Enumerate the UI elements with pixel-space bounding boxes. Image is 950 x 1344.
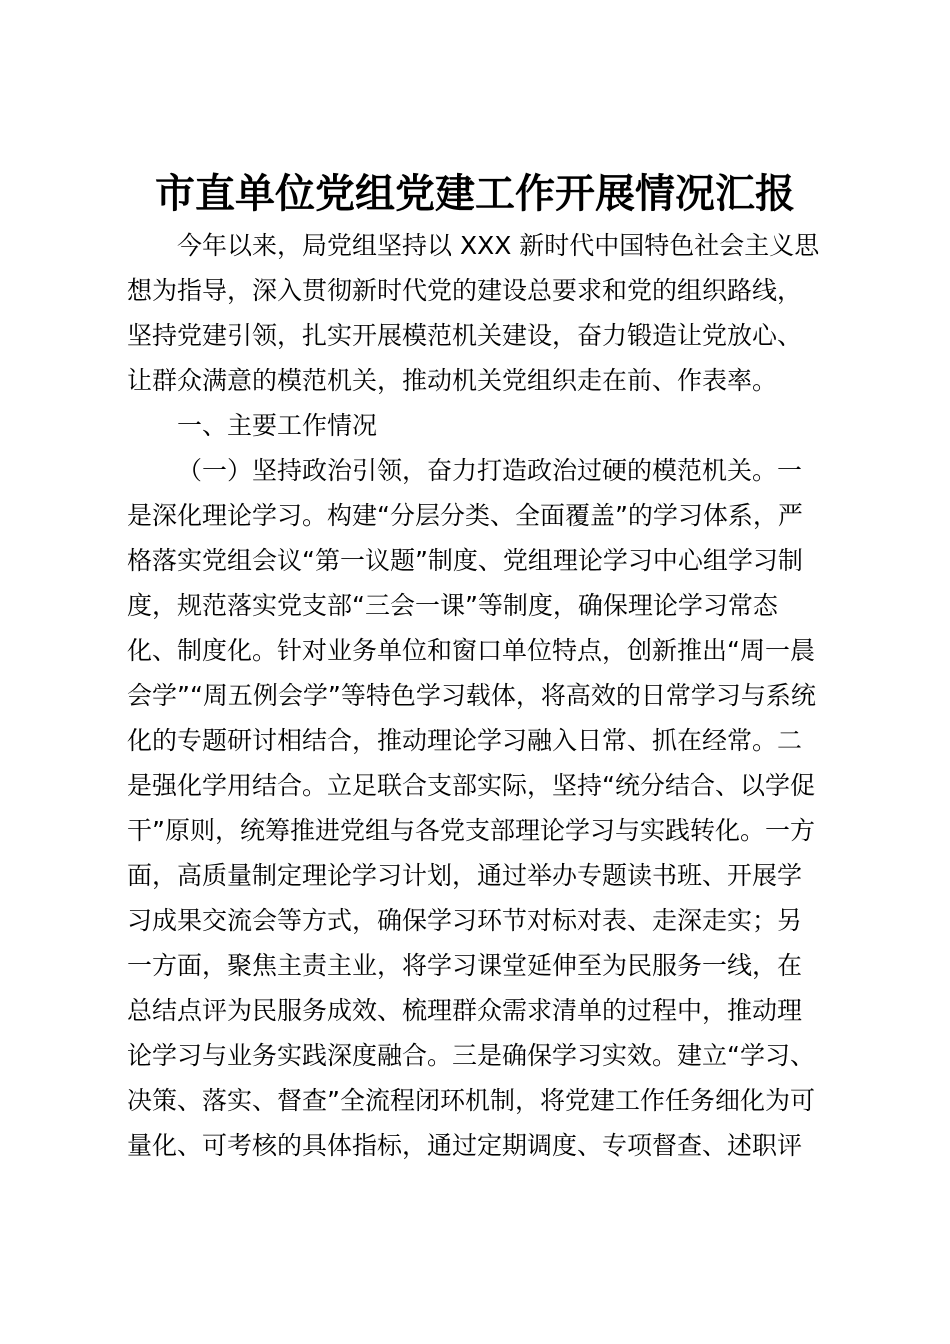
paragraph-section-1 (127, 448, 833, 1168)
text-line: 化的专题研讨相结合，推动理论学习融入日常、抓在经常。二 (127, 726, 803, 755)
text-line: 论学习与业务实践深度融合。三是确保学习实效。建立“学习、 (127, 1041, 815, 1070)
text-line: 化、制度化。针对业务单位和窗口单位特点，创新推出“周一晨 (127, 636, 815, 665)
text-line: 是强化学用结合。立足联合支部实际，坚持“统分结合、以学促 (127, 771, 815, 800)
text-line: 面，高质量制定理论学习计划，通过举办专题读书班、开展学 (127, 861, 803, 890)
text-line: 决策、落实、督查”全流程闭环机制，将党建工作任务细化为可 (127, 1086, 815, 1115)
document-title: 市直单位党组党建工作开展情况汇报 (155, 170, 795, 217)
text-line: 习成果交流会等方式，确保学习环节对标对表、走深走实；另 (127, 906, 803, 935)
document-body (127, 223, 833, 1168)
text-line: 让群众满意的模范机关，推动机关党组织走在前、作表率。 (127, 366, 778, 395)
text-line: （一）坚持政治引领，奋力打造政治过硬的模范机关。一 (177, 456, 803, 485)
text-line: 坚持党建引领，扎实开展模范机关建设，奋力锻造让党放心、 (127, 321, 803, 350)
text-line: 总结点评为民服务成效、梳理群众需求清单的过程中，推动理 (127, 996, 803, 1025)
text-line: 量化、可考核的具体指标，通过定期调度、专项督查、述职评 (127, 1131, 803, 1160)
text-line: 格落实党组会议“第一议题”制度、党组理论学习中心组学习制 (127, 546, 803, 575)
heading-line: 一、主要工作情况 (177, 411, 378, 440)
text-line: 想为指导，深入贯彻新时代党的建设总要求和党的组织路线， (127, 276, 803, 305)
text-line: 今年以来，局党组坚持以 XXX 新时代中国特色社会主义思 (177, 231, 820, 260)
text-line: 一方面，聚焦主责主业，将学习课堂延伸至为民服务一线，在 (127, 951, 803, 980)
text-line: 度，规范落实党支部“三会一课”等制度，确保理论学习常态 (127, 591, 778, 620)
text-line: 会学”“周五例会学”等特色学习载体，将高效的日常学习与系统 (127, 681, 816, 710)
text-line: 干”原则，统筹推进党组与各党支部理论学习与实践转化。一方 (127, 816, 815, 845)
section-heading (127, 403, 833, 448)
paragraph-intro (127, 223, 833, 403)
text-line: 是深化理论学习。构建“分层分类、全面覆盖”的学习体系，严 (127, 501, 803, 530)
